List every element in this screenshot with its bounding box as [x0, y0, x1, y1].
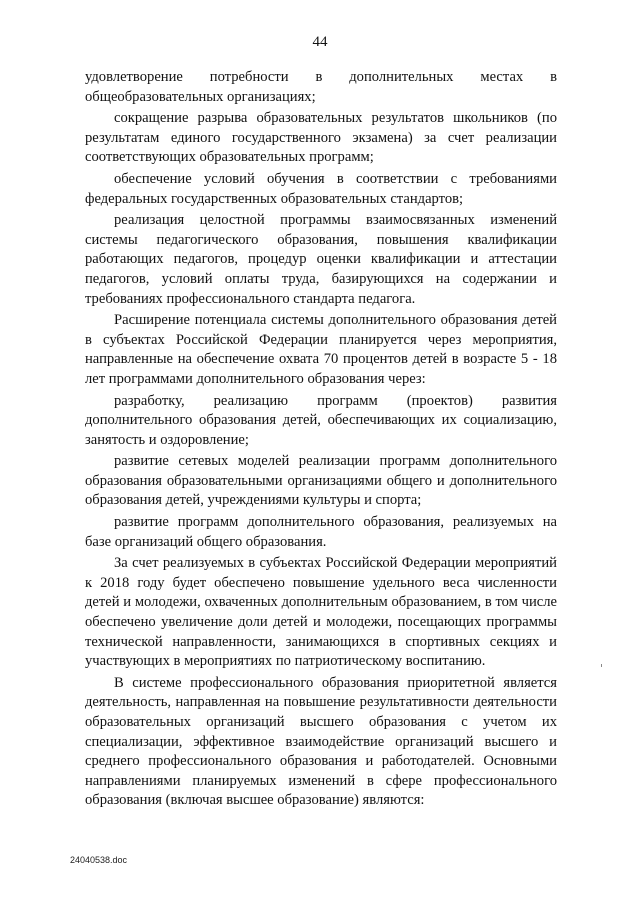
paragraph: разработку, реализацию программ (проектов) развития дополнительного образования детей, обеспечивающих их социализацию, занятость и оздоровление;: [85, 392, 557, 448]
footer-filename: 24040538.doc: [70, 855, 128, 865]
paragraph: Расширение потенциала системы дополнительного образования детей в субъектах Российской Федерации планируется через мероприятия, направленные на обеспечение охвата 70 процентов детей в возрасте 5 - 18 лет программами дополнительного образования через:: [85, 312, 557, 387]
paragraph: В системе профессионального образования приоритетной является деятельность, направленная на повышение результативности деятельности образовательных организаций высшего образования с учетом их специализации, эффективное взаимодействие организаций высшего и среднего профессионального образования и работодателей. Основными направлениями планируемых изменений в сфере профессионального образования (включая высшее образование) являются:: [85, 674, 557, 809]
paragraph: За счет реализуемых в субъектах Российской Федерации мероприятий к 2018 году будет обеспечено повышение удельного веса численности детей и молодежи, охваченных дополнительным образованием, в том числе обеспечено увеличение доли детей и молодежи, посещающих программы технической направленности, занимающихся в спортивных секциях и участвующих в мероприятиях по патриотическому воспитанию.: [85, 555, 557, 670]
page-number: 44: [312, 34, 328, 50]
paragraph: развитие программ дополнительного образования, реализуемых на базе организаций общего образования.: [85, 514, 557, 550]
paragraph: реализация целостной программы взаимосвязанных изменений системы педагогического образования, повышения квалификации работающих педагогов, процедур оценки квалификации и аттестации педагогов, условий оплаты труда, базирующихся на содержании и требованиях профессионального стандарта педагога.: [85, 212, 557, 307]
document-body: [85, 68, 557, 813]
paragraph: развитие сетевых моделей реализации программ дополнительного образования образовательными организациями общего и дополнительного образования детей, учреждениями культуры и спорта;: [85, 453, 557, 509]
margin-mark: [601, 664, 602, 667]
paragraph: обеспечение условий обучения в соответствии с требованиями федеральных государственных образовательных стандартов;: [85, 170, 557, 207]
paragraph: сокращение разрыва образовательных результатов школьников (по результатам единого государственного экзамена) за счет реализации соответствующих образовательных программ;: [85, 110, 557, 166]
paragraph-continued: удовлетворение потребности в дополнительных местах в общеобразовательных организациях;: [85, 69, 557, 105]
